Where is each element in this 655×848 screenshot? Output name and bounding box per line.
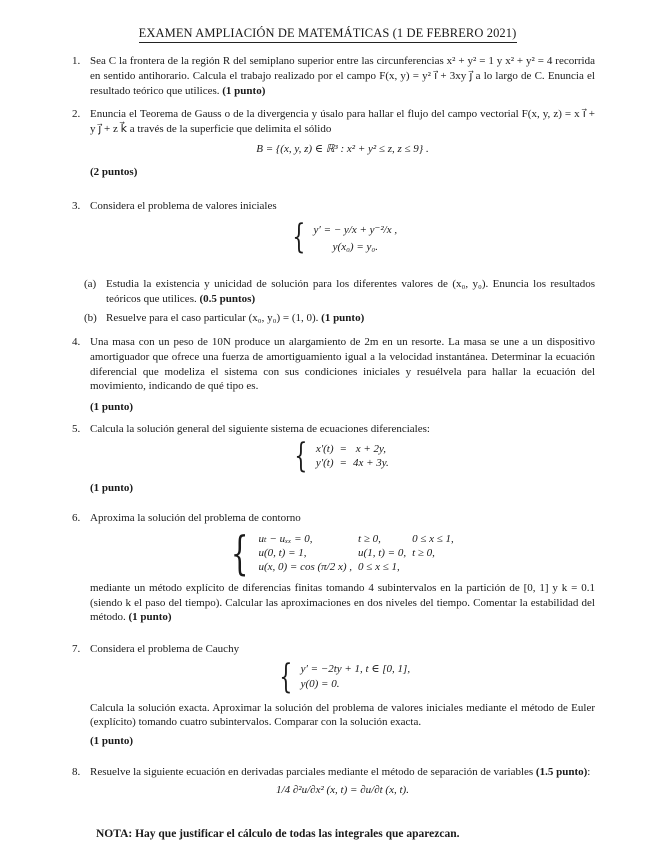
- problem-text: Sea C la frontera de la región R del semiplano superior entre las circunferencias x² + y² = 1 y x² + y² = 4 recorrida en sentido antihorario. Calcula el trabajo realizado por el campo F(x, y) = y² i⃗ + 3xy j⃗ a lo largo de C. Enuncia el resultado teórico que utilices. (1 punto): [90, 55, 595, 97]
- problem-number: 4.: [72, 336, 81, 348]
- problem-points: (1 punto): [90, 735, 134, 748]
- subpart-points: (1 punto): [321, 312, 365, 324]
- ode-row: y′(t) = 4x + 3y.: [315, 456, 389, 469]
- ivp-equation: y′ = − y/x + y⁻²/x ,: [313, 223, 398, 236]
- pde-row: uₜ − uₓₓ = 0, t ≥ 0, 0 ≤ x ≤ 1,: [258, 532, 454, 545]
- problem-1: [72, 54, 595, 98]
- set-equation: B = {(x, y, z) ∈ ℝ³ : x² + y² ≤ z, z ≤ 9} .: [256, 142, 429, 155]
- problem-number: 8.: [72, 766, 81, 778]
- problem-text: Resuelve la siguiente ecuación en derivadas parciales mediante el método de separación de variables: [90, 766, 534, 778]
- problem-text: Considera el problema de Cauchy: [90, 643, 240, 655]
- problem-8: 8. Resuelve la siguiente ecuación en derivadas parciales mediante el método de separación de variables (1.5 punto): 1/4 ∂²u/∂x² (x, t) = ∂u/∂t (x, t).: [90, 765, 595, 798]
- problem-points: (1.5 punto): [535, 766, 588, 778]
- pde-system-table: [258, 532, 459, 574]
- problem-points: (1 punto): [90, 481, 134, 494]
- cauchy-system: [90, 656, 595, 697]
- left-brace: {: [294, 435, 308, 476]
- problem-7: [72, 642, 595, 749]
- problem-5: [72, 422, 595, 495]
- problem-3: [72, 199, 595, 258]
- problem-number: 6.: [72, 512, 81, 524]
- pde-row: u(x, 0) = cos (π/2 x) , 0 ≤ x ≤ 1,: [258, 560, 400, 573]
- problem-number: 2.: [72, 108, 81, 120]
- subpart-text: Resuelve para el caso particular (x₀, y₀) = (1, 0).: [106, 312, 319, 324]
- problem-text: Calcula la solución general del siguiente sistema de ecuaciones diferenciales:: [90, 423, 430, 435]
- problem-text: Una masa con un peso de 10N produce un alargamiento de 2m en un resorte. La masa se une a un dispositivo amortiguador que ofrece una fuerza de amortiguamiento igual a la velocidad instantánea. Determinar la ecuación diferencial que modeliza el sistema con sus condiciones iniciales y resuélvela para hallar la ecuación del movimiento, indicando de qué tipo es.: [90, 336, 595, 393]
- left-brace: {: [292, 217, 306, 258]
- exam-title: [0, 26, 655, 43]
- ode-system-table: [316, 442, 395, 470]
- subpart-text: Estudia la existencia y unicidad de solución para los diferentes valores de (x₀, y₀). Enuncia los resultados teóricos que utilices.: [106, 278, 595, 305]
- problem-text: Enuncia el Teorema de Gauss o de la divergencia y úsalo para hallar el flujo del campo vectorial F(x, y, z) = x i⃗ + y j⃗ + z k⃗ a través de la superficie que delimita el sólido: [90, 108, 595, 135]
- problem-2: [72, 107, 595, 180]
- ivp-system: [90, 217, 595, 258]
- exam-note: NOTA: Hay que justificar el cálculo de todas las integrales que aparezcan.: [96, 828, 460, 840]
- ode-row: x′(t) = x + 2y,: [315, 442, 387, 455]
- subpart-label: (a): [84, 278, 97, 290]
- pde-row: u(0, t) = 1, u(1, t) = 0, t ≥ 0,: [258, 546, 435, 559]
- problem-number: 1.: [72, 55, 81, 67]
- problem-text: Aproxima la solución del problema de contorno: [90, 512, 301, 524]
- title-text: EXAMEN AMPLIACIÓN DE MATEMÁTICAS (1 DE FEBRERO 2021): [138, 26, 517, 40]
- problem-number: 3.: [72, 200, 81, 212]
- ode-system: [90, 435, 595, 476]
- problem-4: [72, 335, 595, 415]
- problem-6: [72, 511, 595, 625]
- cauchy-equation: y′ = −2ty + 1, t ∈ [0, 1],: [300, 662, 411, 675]
- problem-points: (1 punto): [90, 401, 134, 414]
- problem-points: (1 punto): [222, 84, 266, 97]
- problem-3a: [84, 277, 595, 307]
- problem-text-continued: Calcula la solución exacta. Aproximar la solución del problema de valores iniciales mediante el método de Euler (explícito) tomando cuatro subintervalos. Comparar con la solución exacta.: [90, 701, 595, 729]
- cauchy-initial-condition: y(0) = 0.: [300, 677, 340, 690]
- problem-text: Considera el problema de valores iniciales: [90, 200, 277, 212]
- problem-number: 5.: [72, 423, 81, 435]
- subpart-label: (b): [84, 312, 97, 324]
- ivp-initial-condition: y(x₀) = y₀.: [332, 240, 378, 253]
- pde-equation: 1/4 ∂²u/∂x² (x, t) = ∂u/∂t (x, t).: [276, 783, 409, 796]
- pde-system: [90, 525, 595, 580]
- problem-points: (1 punto): [128, 611, 172, 624]
- subpart-points: (0.5 puntos): [199, 292, 256, 305]
- problem-3b: [84, 311, 595, 326]
- left-brace: {: [231, 525, 249, 580]
- problem-text-continued: mediante un método explícito de diferencias finitas tomando 4 subintervalos en la partición de [0, 1] y k = 0.1 (siendo k el paso del tiempo). Calcular las aproximaciones en dos niveles del tiempo. Comentar la estabilidad del método.: [90, 581, 595, 624]
- problem-number: 7.: [72, 643, 81, 655]
- title-underline: [139, 42, 517, 43]
- problem-points: (2 puntos): [90, 166, 138, 179]
- left-brace: {: [279, 656, 293, 697]
